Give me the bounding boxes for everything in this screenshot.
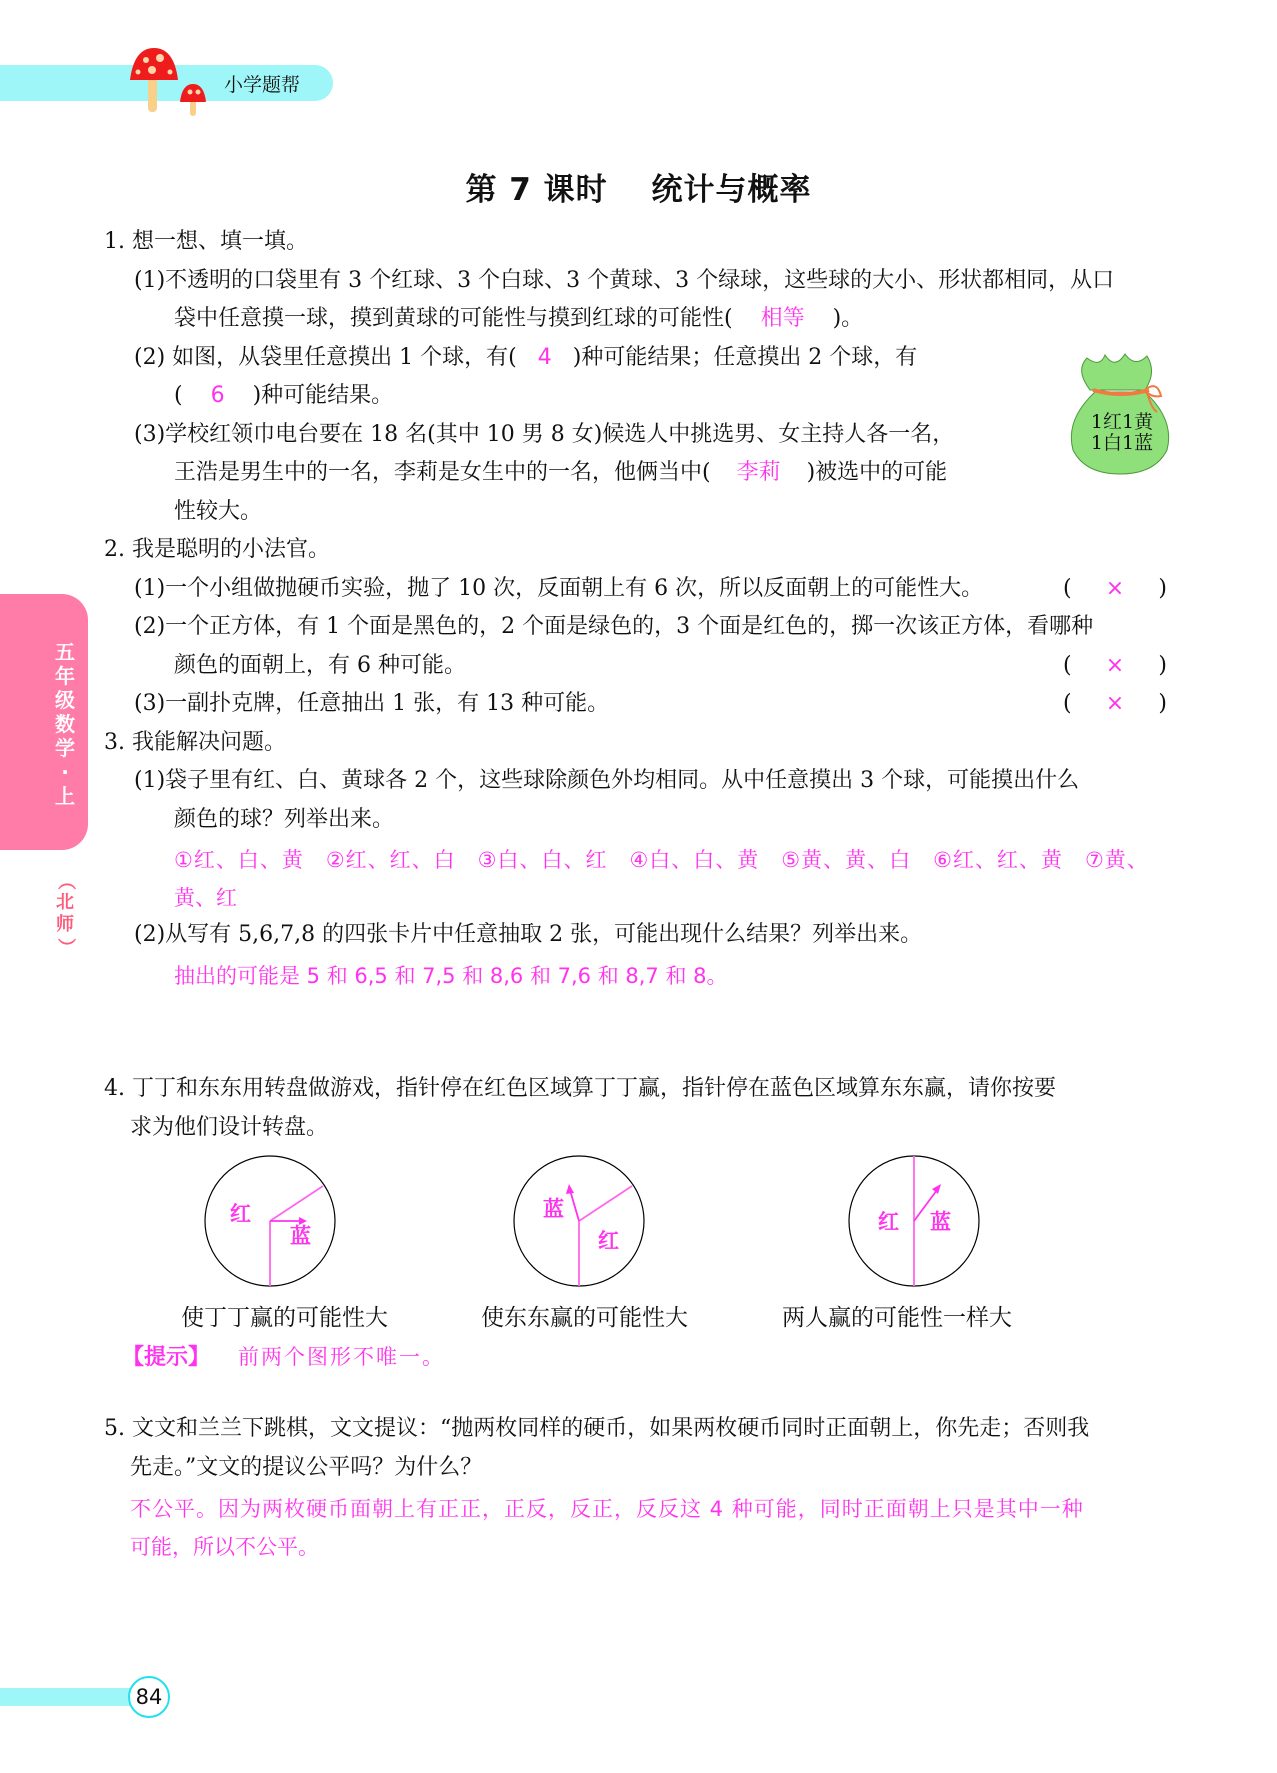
q1-part3-answer: 李莉: [736, 460, 781, 485]
hint-text: 前两个图形不唯一。: [238, 1345, 445, 1369]
q2-item3: (3)一副扑克牌，任意抽出 1 张，有 13 种可能。: [134, 691, 610, 716]
q1-part2-line1: (2) 如图，从袋里任意摸出 1 个球，有( 4 )种可能结果；任意摸出 2 个球，有: [134, 343, 917, 373]
spinner2-caption: 使东东赢的可能性大: [481, 1305, 688, 1331]
q2-item2-line2: 颜色的面朝上，有 6 种可能。: [174, 653, 466, 678]
cross-mark-icon: ×: [1105, 576, 1125, 601]
q1-part2-answer2: 6: [210, 383, 225, 408]
q5-answer-line2: 可能，所以不公平。: [130, 1535, 319, 1559]
page-number: 84: [128, 1676, 170, 1718]
q1-heading: 1. 想一想、填一填。: [104, 229, 308, 254]
q2-item2-line1: (2)一个正方体，有 1 个面是黑色的，2 个面是绿色的，3 个面是红色的，掷一次该正方体，看哪种: [134, 614, 1094, 639]
q1-part1-line1: (1)不透明的口袋里有 3 个红球、3 个白球、3 个黄球、3 个绿球，这些球的大小、形状都相同，从口: [134, 268, 1115, 293]
q1-part2-line2: ( 6 )种可能结果。: [174, 381, 393, 411]
spinner-dongdong: [512, 1154, 646, 1288]
spinner3-label-red: 红: [878, 1210, 899, 1234]
q3-part2-line1: (2)从写有 5,6,7,8 的四张卡片中任意抽取 2 张，可能出现什么结果？列举出来。: [134, 922, 923, 947]
cross-mark-icon: ×: [1105, 691, 1125, 716]
q5-answer-line1: 不公平。因为两枚硬币面朝上有正正，正反，反正，反反这 4 种可能，同时正面朝上只是其中一种: [130, 1497, 1084, 1521]
bag-label: 1红1黄 1白1蓝: [1090, 411, 1154, 454]
spinner1-caption: 使丁丁赢的可能性大: [181, 1305, 388, 1331]
hint-label: 【提示】: [122, 1345, 211, 1370]
q1-part3-line3: 性较大。: [174, 499, 263, 524]
page-title: 第 7 课时 统计与概率: [465, 172, 812, 208]
spinner1-label-red: 红: [230, 1202, 251, 1226]
q3-part1-answer-line2: 黄、红: [174, 886, 237, 910]
side-tab-title: 五 年 级 数 学 · 上: [55, 640, 75, 808]
q3-part1-line1: (1)袋子里有红、白、黄球各 2 个，这些球除颜色外均相同。从中任意摸出 3 个球，可能摸出什么: [134, 768, 1080, 793]
q1-part1-line2: 袋中任意摸一球，摸到黄球的可能性与摸到红球的可能性( 相等 )。: [174, 304, 863, 334]
q4-line1: 4. 丁丁和东东用转盘做游戏，指针停在红色区域算丁丁赢，指针停在蓝色区域算东东赢，请你按要: [104, 1076, 1056, 1101]
q5-line2: 先走。”文文的提议公平吗？为什么？: [130, 1455, 483, 1480]
spinner1-label-blue: 蓝: [290, 1224, 311, 1248]
q2-item2-judgement: ( × ): [1063, 651, 1167, 681]
q3-heading: 3. 我能解决问题。: [104, 730, 286, 755]
q2-heading: 2. 我是聪明的小法官。: [104, 537, 330, 562]
spinner3-label-blue: 蓝: [930, 1210, 951, 1234]
q1-part3-line2: 王浩是男生中的一名，李莉是女生中的一名，他俩当中( 李莉 )被选中的可能: [174, 458, 947, 488]
spinner2-label-red: 红: [598, 1229, 619, 1253]
cross-mark-icon: ×: [1105, 653, 1125, 678]
spinner2-label-blue: 蓝: [543, 1197, 564, 1221]
spinner3-caption: 两人赢的可能性一样大: [782, 1305, 1012, 1331]
spinner-equal: [847, 1154, 981, 1288]
header-label: 小学题帮: [224, 74, 301, 96]
q3-part2-answer: 抽出的可能是 5 和 6,5 和 7,5 和 8,6 和 7,6 和 8,7 和 8。: [174, 964, 728, 988]
q1-part2-answer1: 4: [537, 345, 552, 370]
q3-part1-answer-line1: ①红、白、黄 ②红、红、白 ③白、白、红 ④白、白、黄 ⑤黄、黄、白 ⑥红、红、黄 ⑦黄、: [174, 848, 1149, 872]
q1-part1-answer: 相等: [760, 306, 805, 331]
q4-line2: 求为他们设计转盘。: [130, 1115, 329, 1140]
q1-part3-line1: (3)学校红领巾电台要在 18 名(其中 10 男 8 女)候选人中挑选男、女主持人各一名，: [134, 422, 955, 447]
spinner-dingding: [203, 1154, 337, 1288]
mushroom-icon: [128, 46, 218, 118]
q2-item3-judgement: ( × ): [1063, 689, 1167, 719]
q2-item1: (1)一个小组做抛硬币实验，抛了 10 次，反面朝上有 6 次，所以反面朝上的可能性大。: [134, 576, 984, 601]
q3-part1-line2: 颜色的球？列举出来。: [174, 807, 395, 832]
q2-item1-judgement: ( × ): [1063, 574, 1167, 604]
side-tab-edition: （ 北 师 ）: [55, 872, 76, 956]
q5-line1: 5. 文文和兰兰下跳棋，文文提议：“抛两枚同样的硬币，如果两枚硬币同时正面朝上，你先走；否则我: [104, 1416, 1090, 1441]
